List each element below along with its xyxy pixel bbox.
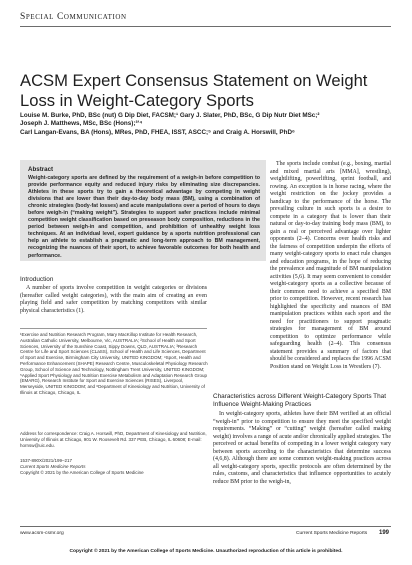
page-number: 199 <box>379 530 390 536</box>
issn: 1537-890X/2021/199–217 <box>20 458 73 463</box>
copyright-small: Copyright © 2021 by the American College of Sports Medicine <box>20 469 144 475</box>
intro-heading: Introduction <box>20 276 54 283</box>
footer-url[interactable]: www.acsm-csmr.org <box>20 531 64 536</box>
article-title: ACSM Expert Consensus Statement on Weight Loss in Weight-Category Sports <box>20 71 368 110</box>
footnote-rule <box>20 328 207 329</box>
affiliations: ¹Exercise and Nutrition Research Program, Mary MacKillop Institute for Health Research, Australian Catholic University, Melbourne, Vic, AUSTRALIA; ²School of Health and Sport Sciences, University of the Sunshine Coast, Sippy Downs, QLD, AUSTRALIA; ³Research Centre for Life and Sport Sciences (CLaSS), School of Health and Life Sciences, Department of Sport and Exercise, Birmingham City University, UNITED KINGDOM; ⁴Sport, Health and Performance Enhancement (SHAPE) Research Centre, Musculoskeletal Physiology Research Group, School of Science and Technology, Nottingham Trent University, UNITED KINGDOM; ⁵Applied Sport Physiology and Nutrition Exercise Metabolism and Adaptation Research Group (EMARG), Research Institute for Sport and Exercise Sciences (RISES), Liverpool, Merseyside, UNITED KINGDOM; and ⁶Department of Kinesiology and Nutrition, University of Illinois at Chicago, Chicago, IL <box>20 332 208 395</box>
abstract-text: Weight-category sports are defined by the requirement of a weigh-in before competition to provide performance equity and reduced injury risks by eliminating size discrepancies. Athletes in these sports try to gain a theoretical advantage by competing in weight divisions that are lower than their day-to-day body mass (BM), using a combination of chronic strategies (body-fat losses) and acute manipulations over a period of hours to days before weigh-in (“making weight”). Strategies to support safer practices include minimal competition weight classification based on preseason body composition, reductions in the period between weigh-in and competition, and prohibition of unhealthy weight loss techniques. At an individual level, expert guidance by a sports nutrition professional can help an athlete to establish a pragmatic and long-term approach to BM management, recognizing the nuances of their sport, to achieve favorable outcomes for both health and performance. <box>28 175 260 259</box>
right-paragraph-1-top: The sports include combat (e.g., boxing, martial and mixed martial arts [MMA], wrestling), weightlifting, powerlifting, sprint football, and rowing. An exception is in horse racing, where the weight restriction on the jockey provides a handicap to the performance of the horse. The prevailing culture in such sports is a desire to compete in a category that is lower than their natural or day-to-day training body mass (BM), to gain a real or perceived advantage over lighter opponents (2–4). Concerns over health risks and the fairness of competition underpin the efforts of many weight-category sports to enact rule changes and education programs, in the hope of reducing the prevalence and magnitude of BM manipulation activities (5,6). It may seem convenient to consider weight-category sports as a collective because of their common need to achieve a specified BM prior to competition. However, recent research has highlighted the specificity and nuances of BM manipulation practices within each sport and the need for practitioners to support pragmatic strategies for management of BM around competition to optimize performance while safeguarding health (2–4). This consensus statement provides a summary of factors that should be considered and replaces the 1996 ACSM Position stand on Weight Loss in Wrestlers (7). <box>270 161 391 370</box>
journal-name-small: Current Sports Medicine Reports <box>20 463 86 469</box>
footer-copyright: Copyright © 2021 by the American College of Sports Medicine. Unauthorized reproduction of this article is prohibited. <box>69 549 343 554</box>
publication-info <box>20 458 208 475</box>
abstract-heading: Abstract <box>28 166 54 173</box>
intro-paragraph: A number of sports involve competition in weight categories or divisions (hereafter called weight categories), with the main aim of creating an even playing field and safer competition by matching competitors with similar physical characteristics (1). <box>20 285 207 314</box>
author-line: Carl Langan-Evans, BA (Hons), MRes, PhD, FHEA, ISST, ASCC;⁵ and Craig A. Horswill, PhD⁶ <box>20 128 295 136</box>
section-heading-characteristics: Characteristics across Different Weight-Category Sports That Influence Weight-Making Practices <box>213 393 386 408</box>
correspondence-note: Address for correspondence: Craig A. Horswill, PhD, Department of Kinesiology and Nutrition, University of Illinois at Chicago, 901 W. Roosevelt Rd. 337 PEB, Chicago, IL 60608; E-mail: hornsw@uic.edu. <box>20 431 207 448</box>
author-list <box>20 112 392 137</box>
section-label: Special Communication <box>20 12 127 22</box>
author-line: Joseph J. Matthews, MSc, BSc (Hons);³ʼ⁴ <box>20 120 143 128</box>
footer-rule <box>20 526 391 527</box>
right-paragraph-2: In weight-category sports, athletes have their BM verified at an official “weigh-in” prior to competition to ensure they meet the specified weight requirements. “Making” or “cutting” weight (hereafter called making weight) involves a range of acute and/or chronically applied strategies. The perceived or actual benefits of competing in a lower weight category vary between sports according to the characteristics that determine success (4,6,8). Although there are some common weight-making practices across all weight-category sports, specific protocols are often determined by the rules, customs, and characteristics that influence opportunities to acutely reduce BM prior to the weigh-in, <box>213 411 391 485</box>
abstract-box <box>20 160 266 261</box>
footer-journal: Current Sports Medicine Reports <box>296 531 368 536</box>
header-rule <box>20 26 391 27</box>
author-line: Louise M. Burke, PhD, BSc (nut) G Dip Diet, FACSM;¹ Gary J. Slater, PhD, BSc, G Dip Nutr Diet MSc;² <box>20 112 320 119</box>
